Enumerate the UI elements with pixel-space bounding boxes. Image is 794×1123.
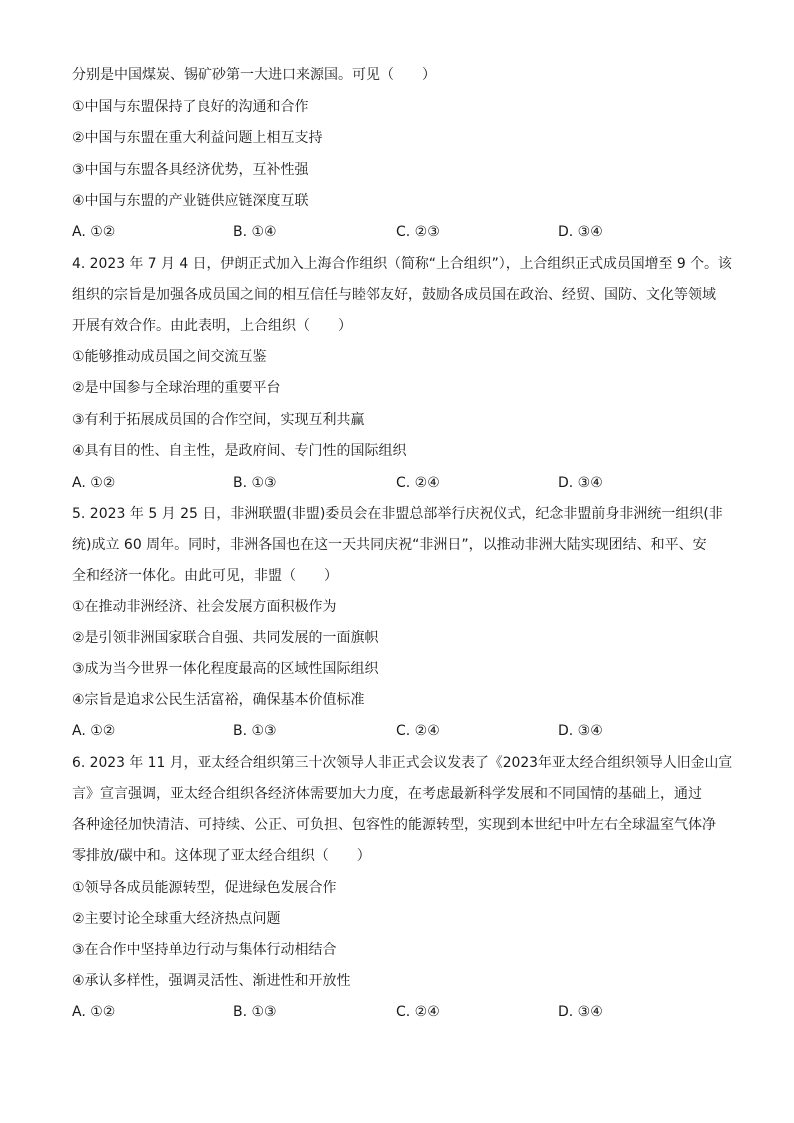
q3-option-d[interactable]: D. ③④: [558, 224, 603, 240]
q4-statement-4: ④具有目的性、自主性，是政府间、专门性的国际组织: [72, 443, 407, 459]
q4-stem-line-3: 开展有效合作。由此表明，上合组织（ ）: [72, 318, 352, 334]
q4-option-d[interactable]: D. ③④: [558, 475, 603, 491]
q6-option-c[interactable]: C. ②④: [396, 1004, 440, 1020]
q4-stem-line-1: 4. 2023 年 7 月 4 日，伊朗正式加入上海合作组织（简称“上合组织”），上合组织正式成员国增至 9 个。该: [72, 256, 732, 272]
q5-stem-line-1: 5. 2023 年 5 月 25 日，非洲联盟(非盟)委员会在非盟总部举行庆祝仪式，纪念非盟前身非洲统一组织(非: [72, 506, 723, 522]
q4-option-a[interactable]: A. ①②: [72, 475, 116, 491]
q5-option-c[interactable]: C. ②④: [396, 723, 440, 739]
q5-statement-1: ①在推动非洲经济、社会发展方面积极作为: [72, 599, 337, 615]
q3-options: [72, 222, 732, 242]
q6-statement-1: ①领导各成员能源转型，促进绿色发展合作: [72, 880, 337, 896]
q6-statement-4: ④承认多样性，强调灵活性、渐进性和开放性: [72, 973, 351, 989]
q3-statement-1: ①中国与东盟保持了良好的沟通和合作: [72, 99, 309, 115]
q5-statement-2: ②是引领非洲国家联合自强、共同发展的一面旗帜: [72, 630, 379, 646]
q6-option-d[interactable]: D. ③④: [558, 1004, 603, 1020]
q6-option-b[interactable]: B. ①③: [233, 1004, 277, 1020]
q3-option-b[interactable]: B. ①④: [233, 224, 277, 240]
q5-option-a[interactable]: A. ①②: [72, 723, 116, 739]
q5-stem-line-3: 全和经济一体化。由此可见，非盟（ ）: [72, 568, 338, 584]
q5-statement-3: ③成为当今世界一体化程度最高的区域性国际组织: [72, 661, 379, 677]
q6-stem-line-3: 各种途径加快清洁、可持续、公正、可负担、包容性的能源转型，实现到本世纪中叶左右全球温室气体净: [72, 817, 716, 833]
q6-stem-line-4: 零排放/碳中和。这体现了亚太经合组织（ ）: [72, 848, 371, 864]
q3-option-a[interactable]: A. ①②: [72, 224, 116, 240]
q6-statement-3: ③在合作中坚持单边行动与集体行动相结合: [72, 942, 337, 958]
q5-option-b[interactable]: B. ①③: [233, 723, 277, 739]
q6-options: [72, 1002, 732, 1022]
q3-statement-4: ④中国与东盟的产业链供应链深度互联: [72, 193, 309, 209]
q5-option-d[interactable]: D. ③④: [558, 723, 603, 739]
q4-statement-1: ①能够推动成员国之间交流互鉴: [72, 349, 267, 365]
q4-statement-3: ③有利于拓展成员国的合作空间，实现互利共赢: [72, 412, 365, 428]
q5-stem-line-2: 统)成立 60 周年。同时，非洲各国也在这一天共同庆祝“非洲日”，以推动非洲大陆实现团结、和平、安: [72, 537, 707, 553]
q3-statement-3: ③中国与东盟各具经济优势，互补性强: [72, 162, 309, 178]
q6-stem-line-2: 言》宣言强调，亚太经合组织各经济体需要加大力度，在考虑最新科学发展和不同国情的基础上，通过: [72, 786, 702, 802]
q4-stem-line-2: 组织的宗旨是加强各成员国之间的相互信任与睦邻友好，鼓励各成员国在政治、经贸、国防、文化等领域: [72, 287, 716, 303]
q6-stem-line-1: 6. 2023 年 11 月，亚太经合组织第三十次领导人非正式会议发表了《2023年亚太经合组织领导人旧金山宣: [72, 755, 733, 771]
q6-option-a[interactable]: A. ①②: [72, 1004, 116, 1020]
q3-statement-2: ②中国与东盟在重大利益问题上相互支持: [72, 130, 323, 146]
q6-statement-2: ②主要讨论全球重大经济热点问题: [72, 911, 281, 927]
q3-option-c[interactable]: C. ②③: [396, 224, 440, 240]
q5-statement-4: ④宗旨是追求公民生活富裕，确保基本价值标准: [72, 692, 365, 708]
q4-option-c[interactable]: C. ②④: [396, 475, 440, 491]
q4-option-b[interactable]: B. ①③: [233, 475, 277, 491]
q5-options: [72, 721, 732, 741]
q4-statement-2: ②是中国参与全球治理的重要平台: [72, 380, 281, 396]
q4-options: [72, 473, 732, 493]
q3-stem-continued: 分别是中国煤炭、锡矿砂第一大进口来源国。可见（ ）: [72, 67, 436, 83]
